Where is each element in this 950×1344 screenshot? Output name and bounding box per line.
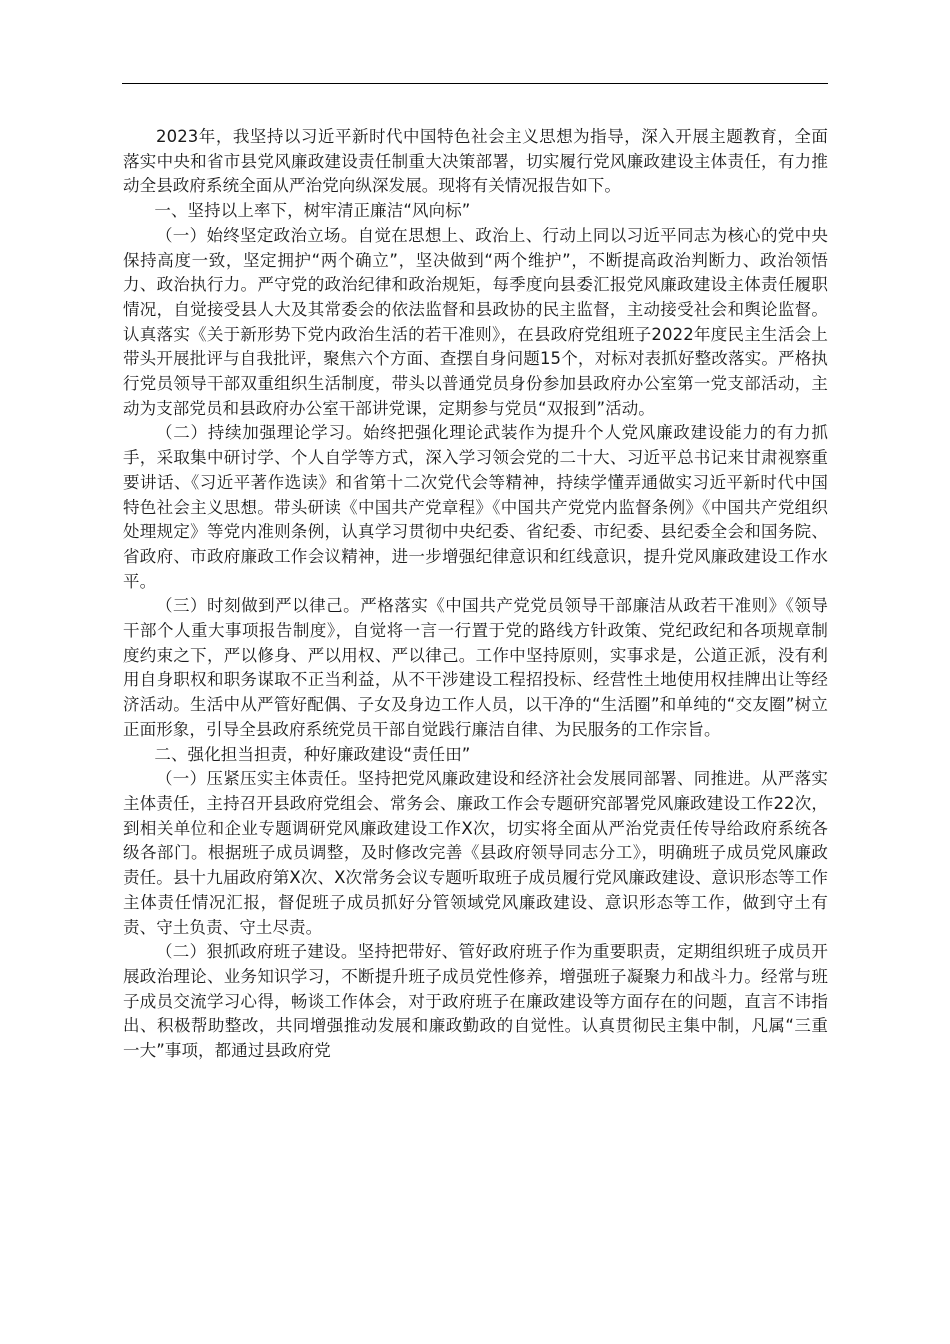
section-heading-2: 二、强化担当担责，种好廉政建设“责任田”: [154, 744, 471, 764]
body-paragraph: （二）持续加强理论学习。始终把强化理论武装作为提升个人党风廉政建设能力的有力抓手，采取集中研讨学、个人自学等方式，深入学习领会党的二十大、习近平总书记来甘肃视察重要讲话、《习近平著作选读》和省第十二次党代会等精神，持续学懂弄通做实习近平新时代中国特色社会主义思想。带头研读《中国共产党章程》《中国共产党党内监督条例》《中国共产党组织处理规定》等党内准则条例，认真学习贯彻中央纪委、省纪委、市纪委、县纪委全会和国务院、省政府、市政府廉政工作会议精神，进一步增强纪律意识和红线意识，提升党风廉政建设工作水平。: [123, 423, 828, 591]
body-paragraph: （二）狠抓政府班子建设。坚持把带好、管好政府班子作为重要职责，定期组织班子成员开展政治理论、业务知识学习，不断提升班子成员党性修养，增强班子凝聚力和战斗力。经常与班子成员交流学习心得，畅谈工作体会，对于政府班子在廉政建设等方面存在的问题，直言不讳指出、积极帮助整改，共同增强推动发展和廉政勤政的自觉性。认真贯彻民主集中制，凡属“三重一大”事项，都通过县政府党: [123, 942, 828, 1061]
header-rule: [122, 83, 828, 84]
body-paragraph: （一）始终坚定政治立场。自觉在思想上、政治上、行动上同以习近平同志为核心的党中央保持高度一致，坚定拥护“两个确立”，坚决做到“两个维护”，不断提高政治判断力、政治领悟力、政治执行力。严守党的政治纪律和政治规矩，每季度向县委汇报党风廉政建设主体责任履职情况，自觉接受县人大及其常委会的依法监督和县政协的民主监督，主动接受社会和舆论监督。认真落实《关于新形势下党内政治生活的若干准则》，在县政府党组班子2022年度民主生活会上带头开展批评与自我批评，聚焦六个方面、查摆自身问题15个，对标对表抓好整改落实。严格执行党员领导干部双重组织生活制度，带头以普通党员身份参加县政府办公室第一党支部活动，主动为支部党员和县政府办公室干部讲党课，定期参与党员“双报到”活动。: [123, 225, 828, 418]
body-paragraph: （三）时刻做到严以律己。严格落实《中国共产党党员领导干部廉洁从政若干准则》《领导干部个人重大事项报告制度》，自觉将一言一行置于党的路线方针政策、党纪政纪和各项规章制度约束之下，严以修身、严以用权、严以律己。工作中坚持原则，实事求是，公道正派，没有利用自身职权和职务谋取不正当利益，从不干涉建设工程招投标、经营性土地使用权挂牌出让等经济活动。生活中从严管好配偶、子女及身边工作人员，以干净的“生活圈”和单纯的“交友圈”树立正面形象，引导全县政府系统党员干部自觉践行廉洁自律、为民服务的工作宗旨。: [123, 596, 828, 739]
intro-paragraph: 2023年，我坚持以习近平新时代中国特色社会主义思想为指导，深入开展主题教育，全面落实中央和省市县党风廉政建设责任制重大决策部署，切实履行党风廉政建设主体责任，有力推动全县政府系统全面从严治党向纵深发展。现将有关情况报告如下。: [123, 127, 828, 196]
section-heading-1: 一、坚持以上率下，树牢清正廉洁“风向标”: [154, 201, 471, 221]
document-body: [123, 125, 828, 1064]
body-paragraph: （一）压紧压实主体责任。坚持把党风廉政建设和经济社会发展同部署、同推进。从严落实主体责任，主持召开县政府党组会、常务会、廉政工作会专题研究部署党风廉政建设工作22次，到相关单位和企业专题调研党风廉政建设工作X次，切实将全面从严治党责任传导给政府系统各级各部门。根据班子成员调整，及时修改完善《县政府领导同志分工》，明确班子成员党风廉政责任。县十九届政府第X次、X次常务会议专题听取班子成员履行党风廉政建设、意识形态等工作主体责任情况汇报，督促班子成员抓好分管领域党风廉政建设、意识形态等工作，做到守土有责、守土负责、守土尽责。: [123, 769, 828, 937]
